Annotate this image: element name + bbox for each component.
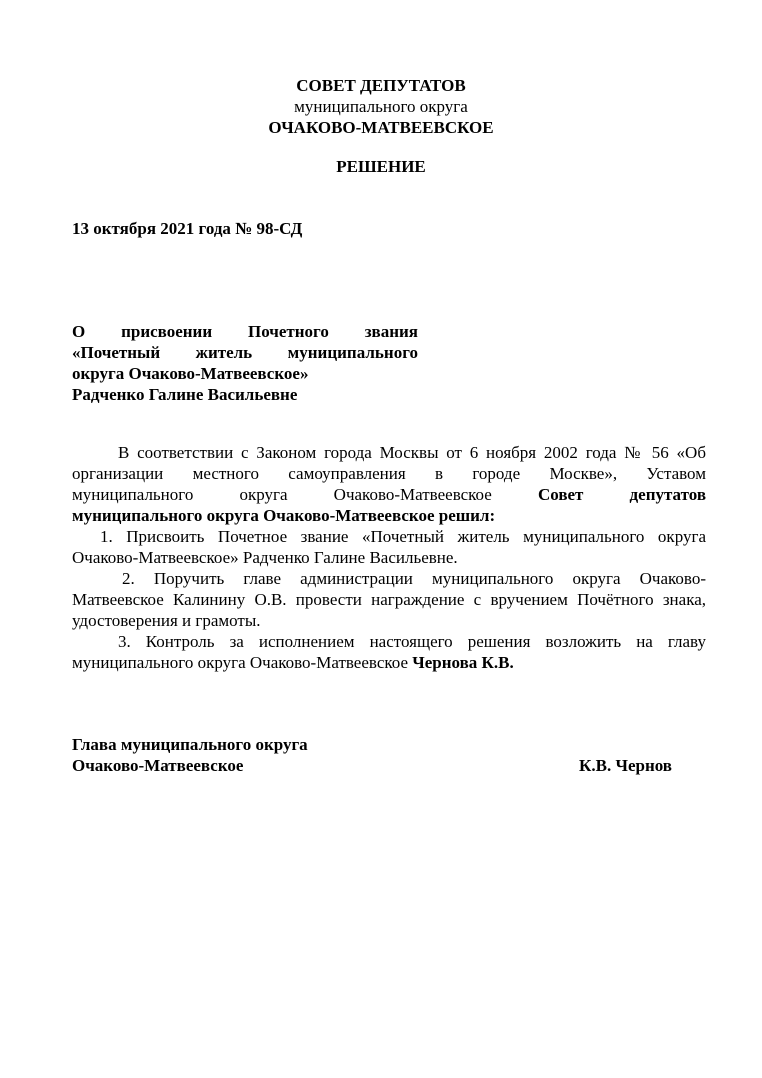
item-3 bbox=[72, 631, 706, 673]
item-1 bbox=[72, 526, 706, 568]
signatory-name: К.В. Чернов bbox=[579, 756, 672, 775]
preamble-line: организации местного самоуправления в городе Москве», Уставом bbox=[72, 464, 706, 483]
district-line: муниципального округа bbox=[294, 97, 468, 116]
preamble-line: муниципального округа Очаково-Матвеевское решил: bbox=[72, 506, 496, 525]
subject-line: Радченко Галине Васильевне bbox=[72, 385, 298, 404]
decision-date-number: 13 октября 2021 года № 98-СД bbox=[72, 219, 303, 238]
decision-body bbox=[72, 442, 706, 673]
preamble-line: В соответствии с Законом города Москвы от 6 ноября 2002 года № 56 «Об bbox=[118, 443, 706, 462]
item-1-line: 1. Присвоить Почетное звание «Почетный житель муниципального округа bbox=[100, 527, 706, 546]
item-3-line: 3. Контроль за исполнением настоящего решения возложить на главу bbox=[118, 632, 706, 651]
district-name: ОЧАКОВО-МАТВЕЕВСКОЕ bbox=[268, 118, 494, 137]
signatory-row bbox=[72, 755, 672, 776]
preamble-paragraph bbox=[72, 442, 706, 526]
council-title: СОВЕТ ДЕПУТАТОВ bbox=[296, 76, 466, 95]
council-subject: Совет депутатов bbox=[537, 485, 706, 504]
item-1-line: Очаково-Матвеевское» Радченко Галине Васильевне. bbox=[72, 548, 458, 567]
decision-subject bbox=[72, 321, 418, 405]
item-3-line bbox=[72, 652, 706, 673]
signatory-title: Глава муниципального округа bbox=[72, 735, 308, 754]
signatory-district: Очаково-Матвеевское bbox=[72, 756, 244, 775]
preamble-line bbox=[72, 484, 706, 505]
item-2-line: 2. Поручить главе администрации муниципального округа Очаково- bbox=[122, 569, 706, 588]
preamble-text: муниципального округа Очаково-Матвеевское bbox=[72, 485, 492, 504]
item-2-line: удостоверения и грамоты. bbox=[72, 611, 261, 630]
item-2-line: Матвеевское Калинину О.В. провести награждение с вручением Почётного знака, bbox=[72, 590, 706, 609]
decision-title: РЕШЕНИЕ bbox=[336, 157, 426, 176]
subject-line: «Почетный житель муниципального bbox=[72, 343, 418, 362]
signature-block bbox=[72, 734, 672, 776]
subject-line: округа Очаково-Матвеевское» bbox=[72, 364, 309, 383]
item-3-text: муниципального округа Очаково-Матвеевское bbox=[72, 653, 409, 672]
responsible-person: Чернова К.В. bbox=[412, 653, 514, 672]
document-header bbox=[0, 75, 762, 138]
item-2 bbox=[72, 568, 706, 631]
subject-line: О присвоении Почетного звания bbox=[72, 322, 418, 341]
